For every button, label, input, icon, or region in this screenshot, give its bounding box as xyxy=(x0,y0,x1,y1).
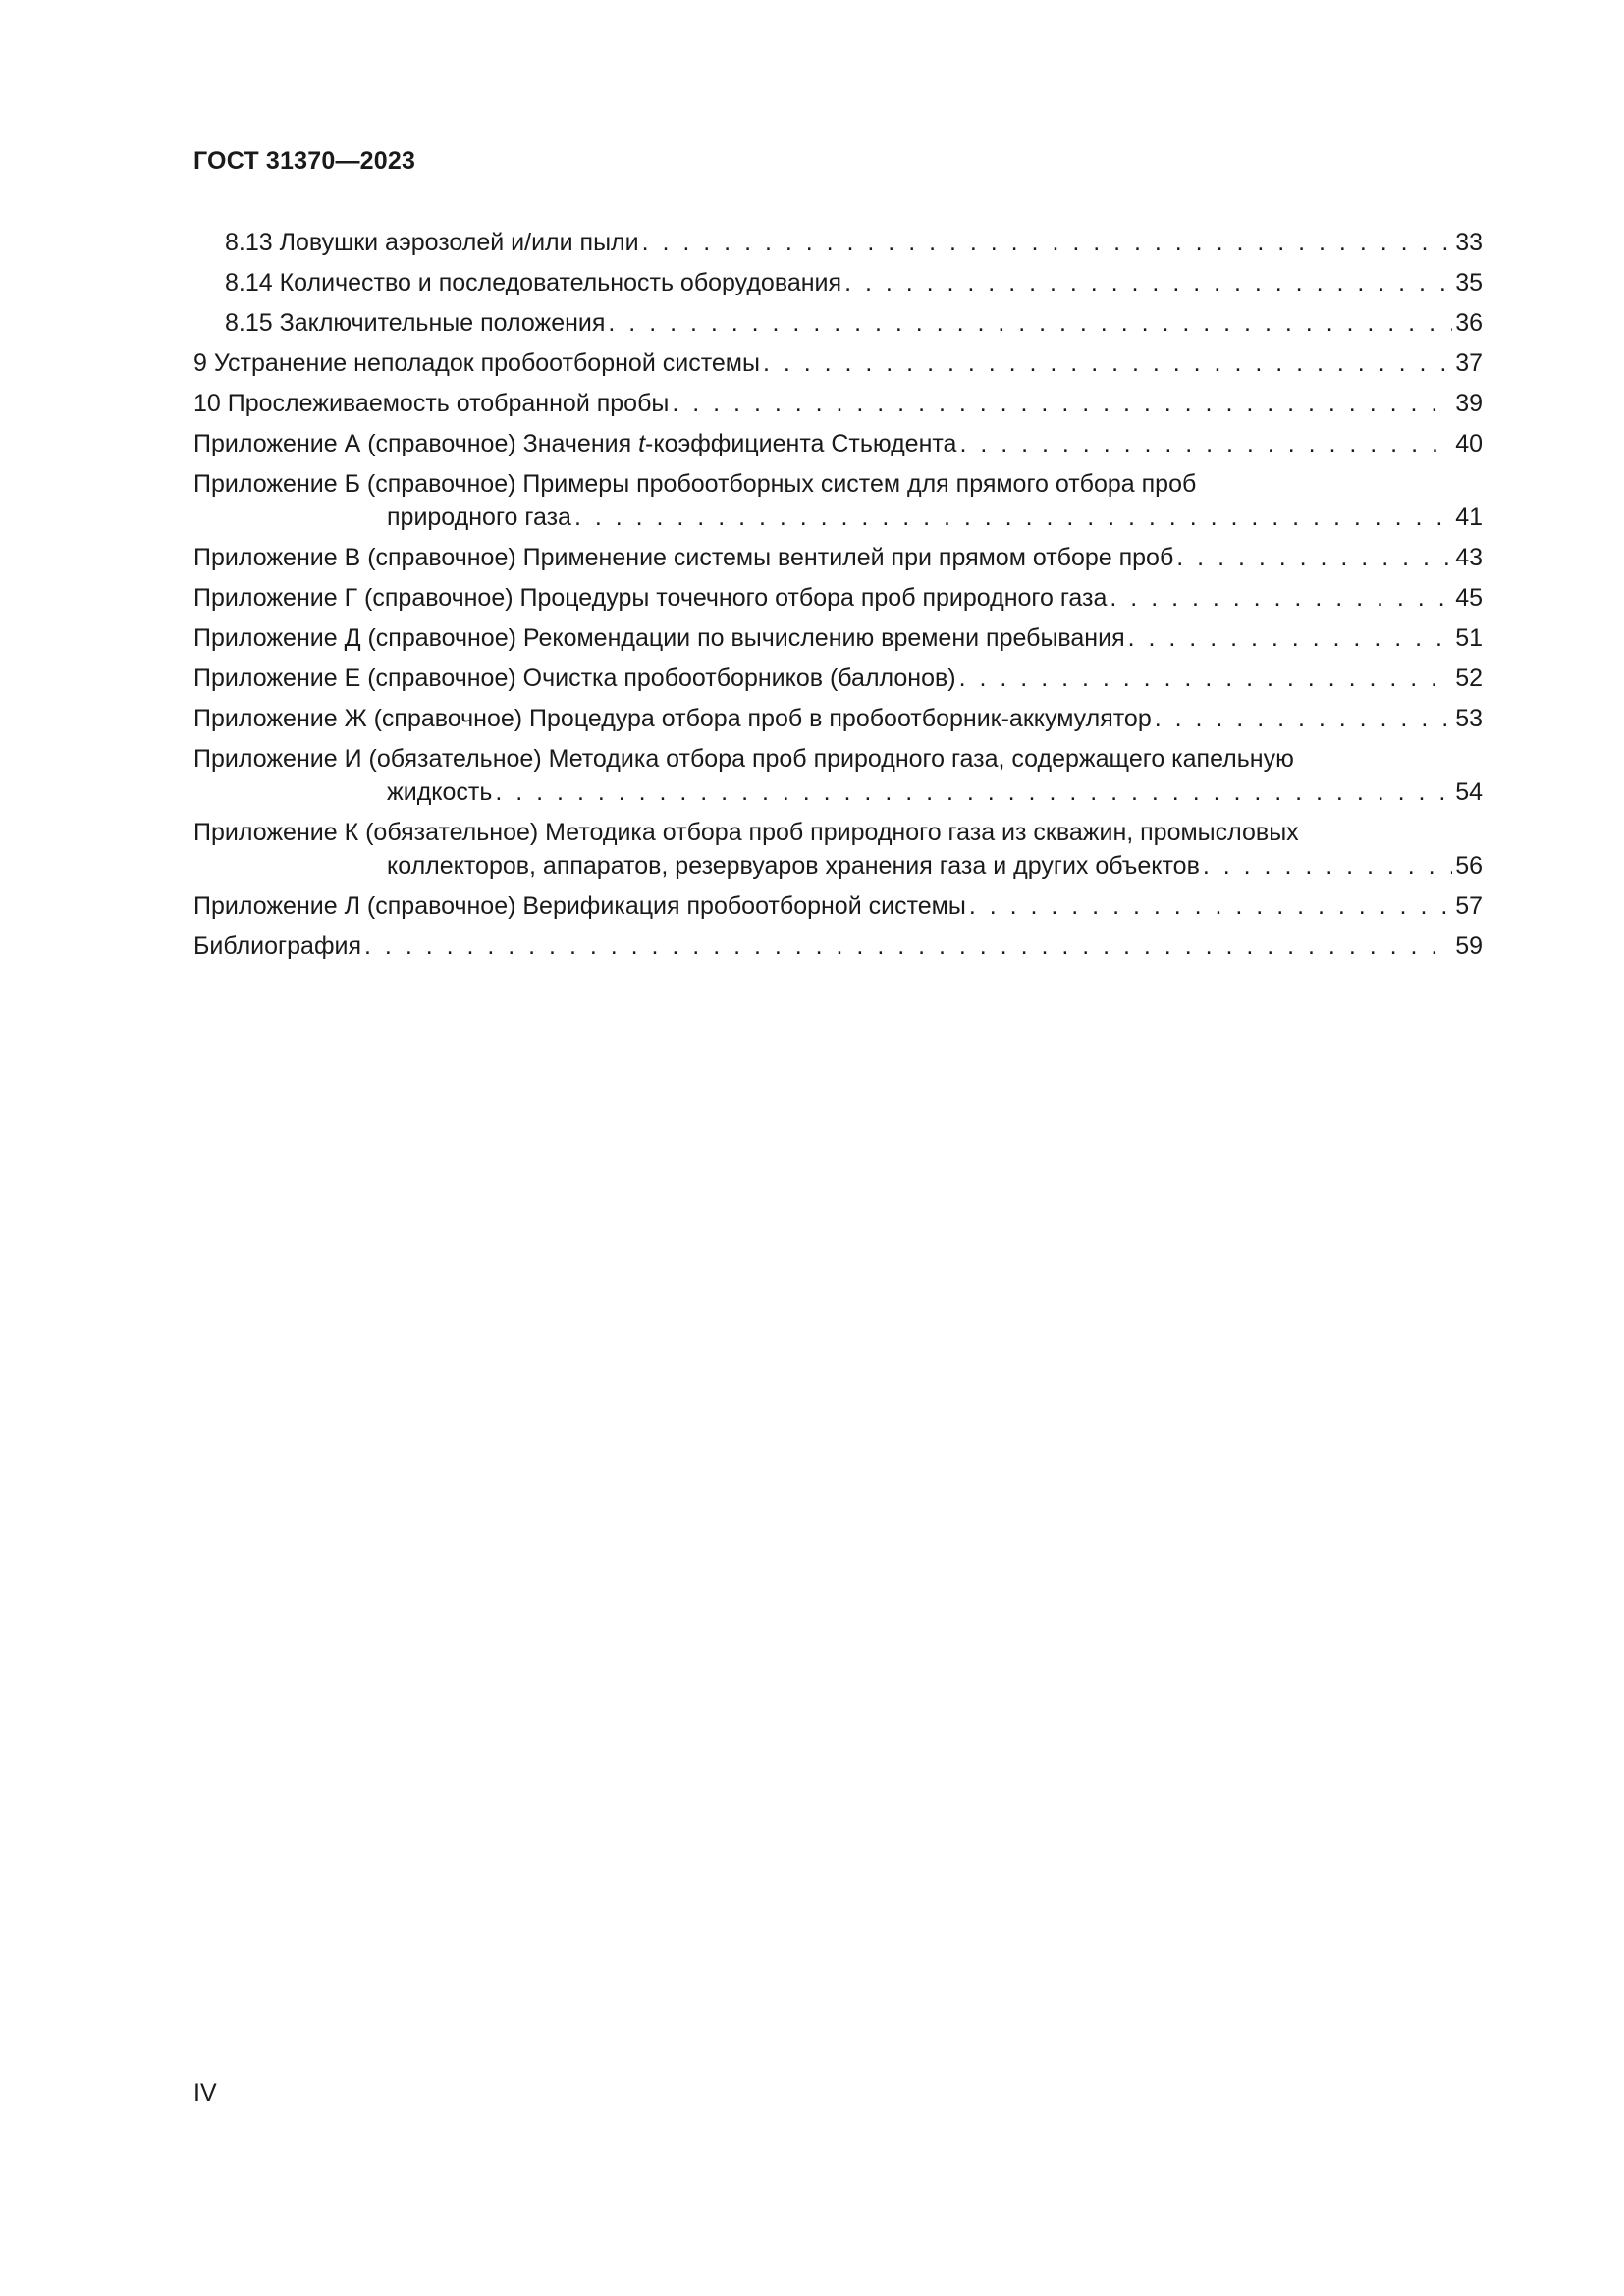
toc-entry xyxy=(193,662,1483,695)
toc-page-number: 39 xyxy=(1455,390,1483,417)
toc-entry-line xyxy=(193,501,1483,534)
toc-entry-title: 8.13 Ловушки аэрозолей и/или пыли xyxy=(225,229,639,256)
toc-entry-title: Приложение Г (справочное) Процедуры точечного отбора проб природного газа xyxy=(193,584,1108,612)
toc-entry-title: Приложение И (обязательное) Методика отбора проб природного газа, содержащего капельную xyxy=(193,745,1294,773)
toc-entry xyxy=(193,889,1483,923)
toc-page-number: 43 xyxy=(1455,544,1483,571)
toc-page-number: 35 xyxy=(1455,269,1483,296)
page-number-footer: IV xyxy=(193,2079,217,2107)
toc-entry-line xyxy=(193,662,1483,695)
toc-entry-line xyxy=(193,889,1483,923)
toc-dot-leader xyxy=(495,775,1452,809)
toc-dot-leader xyxy=(608,306,1452,340)
toc-entry xyxy=(193,306,1483,340)
toc-entry-title: 8.14 Количество и последовательность оборудования xyxy=(225,269,842,296)
toc-dot-leader xyxy=(574,501,1452,534)
toc-entry-line xyxy=(193,541,1483,574)
toc-dot-leader xyxy=(672,387,1452,420)
toc-entry-line xyxy=(193,742,1483,775)
toc-page-number: 53 xyxy=(1455,705,1483,732)
toc-entry xyxy=(193,467,1483,534)
toc-entry-line xyxy=(193,775,1483,809)
toc-entry-title: Приложение К (обязательное) Методика отбора проб природного газа из скважин, промысловых xyxy=(193,819,1299,846)
toc-page-number: 54 xyxy=(1455,778,1483,806)
toc-page-number: 40 xyxy=(1455,430,1483,457)
toc-entry-line xyxy=(225,306,1483,340)
toc-dot-leader xyxy=(1110,581,1452,614)
table-of-contents xyxy=(193,226,1483,970)
toc-entry-title: Приложение Л (справочное) Верификация пробоотборной системы xyxy=(193,892,966,920)
toc-entry xyxy=(193,621,1483,655)
toc-entry-title: Приложение Б (справочное) Примеры пробоотборных систем для прямого отбора проб xyxy=(193,470,1197,498)
toc-entry-title: Приложение Д (справочное) Рекомендации по вычислению времени пребывания xyxy=(193,624,1125,652)
toc-entry xyxy=(193,581,1483,614)
toc-entry-line xyxy=(193,347,1483,380)
toc-entry-title: Приложение В (справочное) Применение системы вентилей при прямом отборе проб xyxy=(193,544,1174,571)
toc-entry-line xyxy=(225,226,1483,259)
toc-page-number: 37 xyxy=(1455,349,1483,377)
toc-entry-title: коллекторов, аппаратов, резервуаров хранения газа и других объектов xyxy=(387,852,1200,880)
toc-entry-title: 8.15 Заключительные положения xyxy=(225,309,606,337)
toc-page-number: 52 xyxy=(1455,665,1483,692)
toc-page-number: 59 xyxy=(1455,933,1483,960)
toc-dot-leader xyxy=(1155,702,1452,735)
toc-entry xyxy=(193,930,1483,963)
toc-entry xyxy=(193,387,1483,420)
toc-dot-leader xyxy=(763,347,1452,380)
toc-entry-line xyxy=(193,427,1483,460)
toc-dot-leader xyxy=(1176,541,1452,574)
toc-dot-leader xyxy=(969,889,1452,923)
toc-dot-leader xyxy=(959,662,1452,695)
toc-entry-line xyxy=(193,849,1483,882)
toc-page-number: 45 xyxy=(1455,584,1483,612)
toc-entry xyxy=(193,226,1483,259)
toc-entry-line xyxy=(193,621,1483,655)
toc-entry-line xyxy=(193,467,1483,501)
toc-dot-leader xyxy=(844,266,1452,299)
toc-page-number: 36 xyxy=(1455,309,1483,337)
toc-entry xyxy=(193,347,1483,380)
toc-entry-line xyxy=(225,266,1483,299)
toc-entry xyxy=(193,266,1483,299)
toc-dot-leader xyxy=(959,427,1452,460)
document-code-header: ГОСТ 31370—2023 xyxy=(193,147,416,175)
toc-page-number: 33 xyxy=(1455,229,1483,256)
toc-page-number: 57 xyxy=(1455,892,1483,920)
toc-entry-line xyxy=(193,816,1483,849)
toc-entry-line xyxy=(193,702,1483,735)
toc-entry-title: Библиография xyxy=(193,933,362,960)
toc-entry xyxy=(193,427,1483,460)
toc-entry-title: жидкость xyxy=(387,778,493,806)
toc-entry-title: Приложение Е (справочное) Очистка пробоотборников (баллонов) xyxy=(193,665,956,692)
toc-entry-title: Приложение Ж (справочное) Процедура отбора проб в пробоотборник-аккумулятор xyxy=(193,705,1152,732)
toc-dot-leader xyxy=(1128,621,1452,655)
toc-dot-leader xyxy=(1203,849,1452,882)
toc-entry-line xyxy=(193,387,1483,420)
toc-entry xyxy=(193,742,1483,809)
toc-entry xyxy=(193,702,1483,735)
toc-page-number: 51 xyxy=(1455,624,1483,652)
toc-entry-line xyxy=(193,581,1483,614)
toc-entry-title: 9 Устранение неполадок пробоотборной системы xyxy=(193,349,760,377)
toc-dot-leader xyxy=(364,930,1452,963)
toc-entry-title: 10 Прослеживаемость отобранной пробы xyxy=(193,390,670,417)
toc-page-number: 56 xyxy=(1455,852,1483,880)
toc-entry-line xyxy=(193,930,1483,963)
toc-entry xyxy=(193,816,1483,882)
toc-entry-title: Приложение А (справочное) Значения t-коэффициента Стьюдента xyxy=(193,430,957,457)
toc-dot-leader xyxy=(642,226,1452,259)
toc-entry xyxy=(193,541,1483,574)
toc-entry-title: природного газа xyxy=(387,504,571,531)
toc-page-number: 41 xyxy=(1455,504,1483,531)
